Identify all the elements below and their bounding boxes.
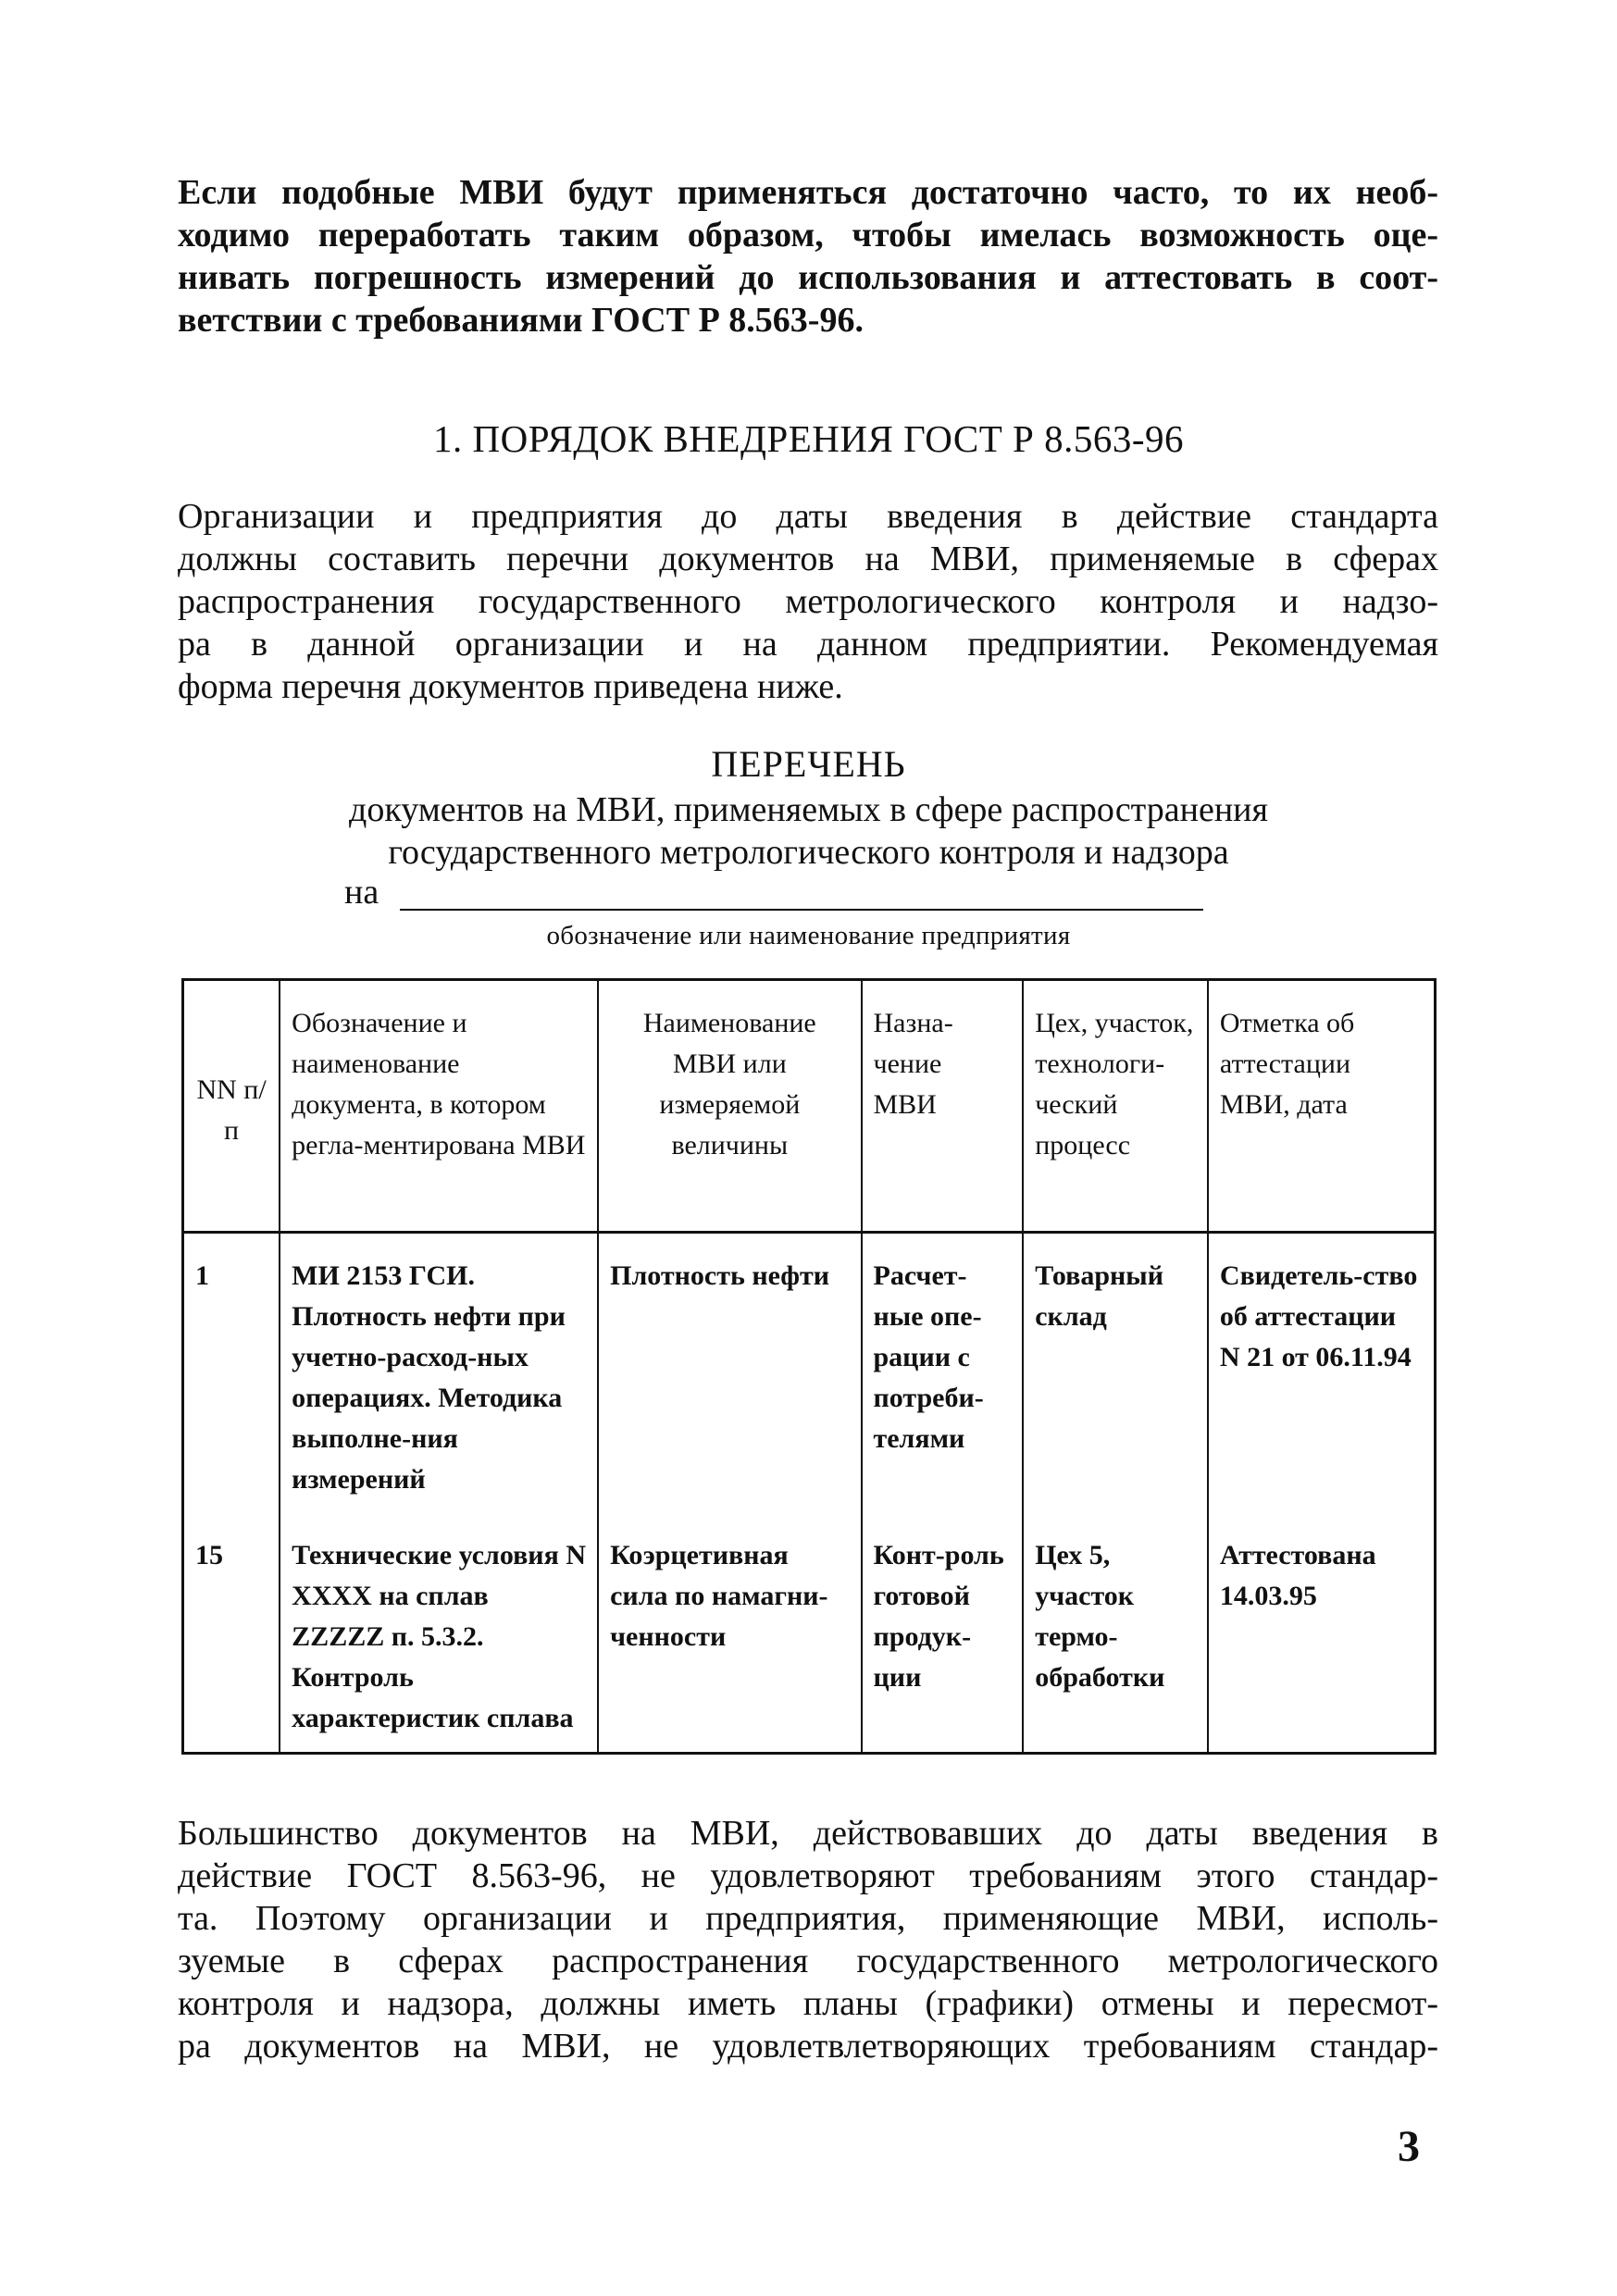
na-label: на [344,873,379,912]
header-purpose: Назна-чение МВИ [862,980,1024,1233]
section-line: ра в данной организации и на данном предприятии. Рекомендуемая [178,625,1438,664]
section-paragraph [178,495,1438,708]
cell-shop: Цех 5, участок термо-обработки [1023,1513,1208,1754]
cell-attestation: Аттестована 14.03.95 [1208,1513,1436,1754]
closing-line: действие ГОСТ 8.563-96, не удовлетворяют требованиям этого стандар- [178,1856,1438,1895]
intro-line: Если подобные МВИ будут применяться достаточно часто, то их необ- [178,173,1438,212]
section-line: Организации и предприятия до даты введения в действие стандарта [178,497,1438,536]
list-subtitle-line: государственного метрологического контроля и надзора [388,833,1229,872]
closing-line: ра документов на МВИ, не удовлетвлетворяющих требованиям стандар- [178,2027,1438,2066]
list-subtitle-line: документов на МВИ, применяемых в сфере распространения [349,790,1268,829]
table-row [183,1513,1436,1754]
cell-shop: Товарный склад [1023,1233,1208,1514]
closing-paragraph [178,1812,1438,2067]
list-title: ПЕРЕЧЕНЬ [711,743,906,785]
intro-paragraph [178,171,1438,341]
closing-line: Большинство документов на МВИ, действовавших до даты введения в [178,1814,1438,1853]
intro-line: ветствии с требованиями ГОСТ Р 8.563-96. [178,301,864,340]
intro-line: нивать погрешность измерений до использования и аттестовать в соот- [178,258,1438,297]
cell-nn: 1 [183,1233,280,1514]
cell-purpose: Конт-роль готовой продук-ции [862,1513,1024,1754]
intro-line: ходимо переработать таким образом, чтобы имелась возможность оце- [178,216,1438,254]
table-header-row [183,980,1436,1233]
header-document: Обозначение и наименование документа, в котором регла-ментирована МВИ [280,980,598,1233]
section-line: распространения государственного метрологического контроля и надзо- [178,582,1438,621]
closing-line: зуемые в сферах распространения государственного метрологического [178,1942,1438,1980]
cell-document: МИ 2153 ГСИ. Плотность нефти при учетно-расход-ных операциях. Методика выполне-ния измерений [280,1233,598,1514]
cell-nn: 15 [183,1513,280,1754]
header-nn: NN п/п [183,980,280,1233]
fill-in-caption: обозначение или наименование предприятия [546,921,1071,950]
fill-in-line [400,909,1203,911]
cell-attestation: Свидетель-ство об аттестации N 21 от 06.11.94 [1208,1233,1436,1514]
cell-document: Технические условия N XXXX на сплав ZZZZZ п. 5.3.2. Контроль характеристик сплава [280,1513,598,1754]
header-attestation: Отметка об аттестации МВИ, дата [1208,980,1436,1233]
closing-line: контроля и надзора, должны иметь планы (графики) отмены и пересмот- [178,1984,1438,2023]
table-row [183,1233,1436,1514]
page-number: 3 [1398,2122,1420,2171]
mvi-list-table [181,978,1437,1755]
cell-mvi-name: Плотность нефти [598,1233,861,1514]
section-line: форма перечня документов приведена ниже. [178,667,843,706]
header-mvi-name: Наименование МВИ или измеряемой величины [598,980,861,1233]
header-shop: Цех, участок, технологи-ческий процесс [1023,980,1208,1233]
section-line: должны составить перечни документов на МВИ, применяемые в сферах [178,540,1438,578]
section-heading: 1. ПОРЯДОК ВНЕДРЕНИЯ ГОСТ Р 8.563-96 [433,417,1184,460]
closing-line: та. Поэтому организации и предприятия, применяющие МВИ, исполь- [178,1899,1438,1938]
cell-purpose: Расчет-ные опе-рации с потреби-телями [862,1233,1024,1514]
cell-mvi-name: Коэрцетивная сила по намагни-ченности [598,1513,861,1754]
list-subtitle [0,788,1617,874]
